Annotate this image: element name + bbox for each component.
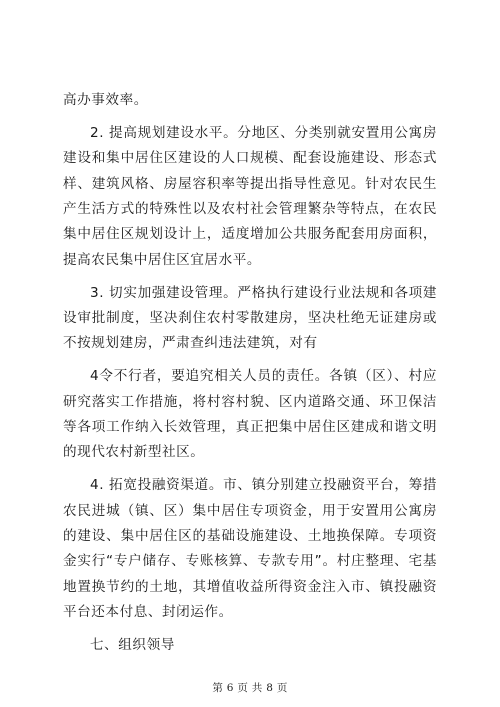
page-number-footer: 第 6 页 共 8 页	[212, 682, 288, 694]
paragraph-financing-channels: 4. 拓宽投融资渠道。市、镇分别建立投融资平台，筹措农民进城（镇、区）集中居住专项资金，用于安置用公寓房的建设、集中居住区的基础设施建设、土地换保障。专项资金实行“专户储存、专账核算、专款专用”。村庄整理、宅基地置换节约的土地，其增值收益所得资金注入市、镇投融资平台还本付息、封闭运作。	[63, 477, 437, 621]
document-body	[63, 88, 437, 658]
paragraph-accountability: 4令不行者，要追究相关人员的责任。各镇（区）、村应研究落实工作措施，将村容村貌、区内道路交通、环卫保洁等各项工作纳入长效管理，真正把集中居住区建成和谐文明的现代农村新型社区。	[63, 368, 437, 461]
paragraph-continuation: 高办事效率。	[63, 92, 148, 108]
paragraph-planning-level: 2. 提高规划建设水平。分地区、分类别就安置用公寓房建设和集中居住区建设的人口规模、配套设施建设、形态式样、建筑风格、房屋容积率等提出指导性意见。针对农民生产生活方式的特殊性以及农村社会管理繁杂等特点，在农民集中居住区规划设计上，适度增加公共服务配套用房面积，提高农民集中居住区宜居水平。	[63, 124, 437, 268]
paragraph-construction-management: 3. 切实加强建设管理。严格执行建设行业法规和各项建设审批制度，坚决刹住农村零散建房，坚决杜绝无证建房或不按规划建房，严肃查纠违法建筑，对有	[63, 284, 437, 352]
section-heading-organization: 七、组织领导	[90, 637, 175, 654]
